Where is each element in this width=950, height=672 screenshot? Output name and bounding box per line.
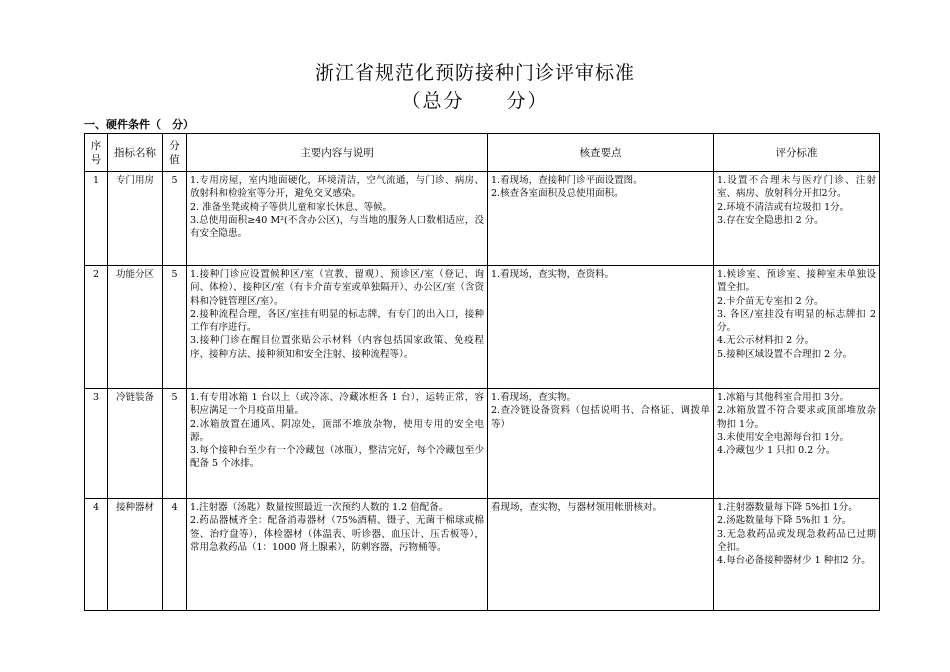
row-score: 4 [163,499,187,611]
row-seq: 4 [85,499,108,611]
row-indicator: 专门用房 [108,172,163,266]
criteria-line: 3.未使用安全电源每台扣 1分。 [717,431,850,443]
table-row [85,172,880,266]
row-indicator: 接种器材 [108,499,163,611]
criteria-line: 1.注射器数量每下降 5%扣 1分。 [717,502,858,513]
content-line: 2.接种流程合理，各区/室挂有明显的标志牌，有专门的出入口，接种工作有序进行。 [190,308,484,334]
header-content: 主要内容与说明 [187,134,488,172]
document-title: 浙江省规范化预防接种门诊评审标准 [314,62,635,84]
table-row [85,499,880,611]
header-criteria: 评分标准 [714,134,880,172]
row-check [488,172,714,266]
content-line: 3.每个接种台至少有一个冷藏包（冰瓶），整洁完好，每个冷藏包至少配备 5 个冰排。 [190,445,484,470]
evaluation-table [84,133,880,611]
header-seq: 序号 [85,134,108,172]
row-score: 5 [163,172,187,266]
row-content [187,172,488,266]
content-line: 1.专用房屋，室内地面硬化，环境清洁，空气流通，与门诊、病房、放射科和检验室等分开，避免交叉感染。 [190,175,484,200]
criteria-line: 4.冷藏包少 1 只扣 0.2 分。 [717,445,836,457]
criteria-line: 3.存在安全隐患扣 2 分。 [717,214,824,226]
row-criteria [714,499,880,611]
check-line: 1.看现场，查实物。 [491,392,577,403]
section-heading: 一、硬件条件（ 分） [84,118,194,131]
header-indicator: 指标名称 [108,134,163,172]
content-line: 2.冰箱放置在通风、阴凉处，顶部不堆放杂物，使用专用的安全电源。 [190,418,484,443]
row-score: 5 [163,266,187,389]
table-header-row [85,134,880,172]
criteria-line: 5.接种区域设置不合理扣 2 分。 [717,348,853,360]
content-line: 1.有专用冰箱 1 台以上（或冷冻、冷藏冰柜各 1 台），运转正常，容积应满足一个月疫苗用量。 [190,392,484,417]
content-line: 2. 准备坐凳或椅子等供儿童和家长休息、等候。 [190,201,393,213]
row-indicator: 冷链装备 [108,389,163,499]
criteria-line: 4.每台必备接种器材少 1 种扣2 分。 [717,555,871,567]
row-score: 5 [163,389,187,499]
row-content [187,266,488,389]
criteria-line: 2.环境不清洁或有垃圾扣 1分。 [717,201,850,213]
row-content [187,499,488,611]
check-line: 2.查冷链设备资料（包括说明书、合格证、调拨单等） [491,405,710,430]
header-check: 核查要点 [488,134,714,172]
row-check [488,499,714,611]
content-line: 2.药品器械齐全：配备消毒器材（75%酒精、镊子、无菌干棉球或棉签、治疗盘等），体检器材（体温表、听诊器、血压计、压舌板等），常用急救药品（1：1000 肾上腺素），防刺容器，污物桶等。 [190,515,484,553]
row-content [187,389,488,499]
criteria-line: 2.卡介苗无专室扣 2 分。 [717,295,824,307]
content-line: 1.注射器（汤匙）数量按照最近一次预约人数的 1.2 倍配备。 [190,502,449,513]
row-check [488,389,714,499]
row-seq: 2 [85,266,108,389]
row-criteria [714,266,880,389]
row-indicator: 功能分区 [108,266,163,389]
criteria-line: 4.无公示材料扣 2 分。 [717,335,815,347]
total-score-subtitle: （总分 分） [401,90,549,112]
criteria-line: 2.汤匙数量每下降 5%扣 1 分。 [717,515,852,527]
row-criteria [714,172,880,266]
row-seq: 1 [85,172,108,266]
content-line: 1.接种门诊应设置候种区/室（宣教、留观）、预诊区/室（登记、询问、体检）、接种区/室（有卡介苗专室或单独隔开）、办公区/室（含资料和冷链管理区/室）。 [190,269,484,307]
criteria-line: 1.冰箱与其他科室合用扣 3分。 [717,392,850,403]
header-score: 分值 [163,134,187,172]
check-line: 看现场，查实物，与器材领用帐册核对。 [491,502,663,513]
table-row [85,266,880,389]
check-line: 2.核查各室面积及总使用面积。 [491,188,624,200]
content-line: 3.总使用面积≥40 M²(不含办公区)，与当地的服务人口数相适应，没有安全隐患。 [190,214,484,240]
criteria-line: 3. 各区/室挂没有明显的标志牌扣 2 分。 [717,308,876,334]
row-criteria [714,389,880,499]
criteria-line: 3.无急救药品或发现急救药品已过期全扣。 [717,528,876,553]
criteria-line: 2.冰箱放置不符合要求或顶部堆放杂物扣 1分。 [717,405,876,430]
criteria-line: 1.候诊室、预诊室、接种室未单独设置全扣。 [717,269,876,294]
table-row [85,389,880,499]
criteria-line: 1.设置不合理未与医疗门诊、注射室、病房、放射科分开扣2分。 [717,175,876,200]
check-line: 1.看现场，查实物，查资料。 [491,269,615,280]
content-line: 3.接种门诊在醒目位置张贴公示材料（内容包括国家政策、免疫程序、接种方法、接种须知和安全注射、接种流程等）。 [190,335,484,360]
row-seq: 3 [85,389,108,499]
check-line: 1.看现场，查接种门诊平面设置图。 [491,175,643,186]
row-check [488,266,714,389]
